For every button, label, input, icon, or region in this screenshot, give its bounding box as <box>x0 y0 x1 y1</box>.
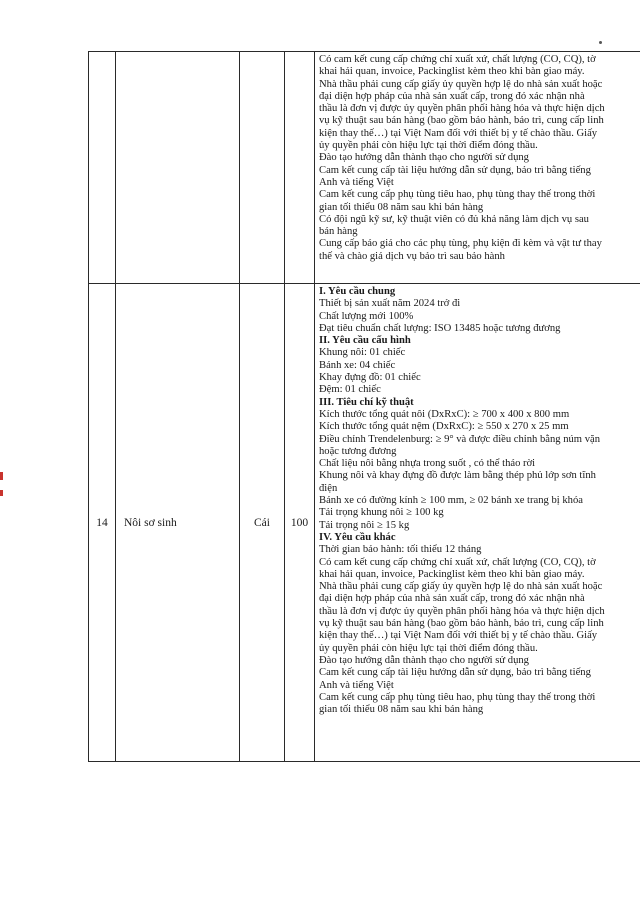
description-line: Đào tạo hướng dẫn thành thạo cho người sử dụng <box>319 152 529 164</box>
description-line: kiện thay thế…) tại Việt Nam đối với thiết bị y tế chào thầu. Giấy <box>319 630 598 642</box>
spec-table <box>88 51 640 762</box>
description-line: vụ kỹ thuật sau bán hàng (bao gồm bảo hành, bảo trì, cung cấp linh <box>319 115 604 127</box>
description-line: ủy quyền phải còn hiệu lực tại thời điểm đóng thầu. <box>319 140 538 152</box>
description-line: gian tối thiểu 08 năm sau khi bán hàng <box>319 704 484 716</box>
description-line: Kích thước tổng quát nệm (DxRxC): ≥ 550 x 270 x 25 mm <box>319 421 569 433</box>
cell-name: Nôi sơ sinh <box>116 284 240 762</box>
description-line: Tải trọng nôi ≥ 15 kg <box>319 519 410 531</box>
description-line: thế và chào giá dịch vụ bảo trì sau bảo hành <box>319 250 505 262</box>
cell-qty <box>285 52 315 284</box>
table-row <box>89 52 640 284</box>
description-line: Anh và tiếng Việt <box>319 176 394 188</box>
description-line: Điều chỉnh Trendelenburg: ≥ 9° và được điều chỉnh bằng núm vặn <box>319 433 600 445</box>
description-line: Đào tạo hướng dẫn thành thạo cho người sử dụng <box>319 654 529 666</box>
description-line: đại diện hợp pháp của nhà sản xuất cấp, trong đó xác nhận nhà <box>319 593 585 605</box>
description-lines <box>315 52 640 265</box>
cell-qty: 100 <box>285 284 315 762</box>
section-heading: III. Tiêu chí kỹ thuật <box>319 396 414 408</box>
cell-unit <box>240 52 285 284</box>
description-line: Thiết bị sản xuất năm 2024 trở đi <box>319 298 461 310</box>
table-row <box>89 284 640 762</box>
description-line: ủy quyền phải còn hiệu lực tại thời điểm đóng thầu. <box>319 642 538 654</box>
description-line: Khung nôi và khay đựng đồ được làm bằng thép phủ lớp sơn tĩnh <box>319 470 596 482</box>
description-lines <box>315 284 640 718</box>
description-line: Thời gian bảo hành: tối thiểu 12 tháng <box>319 544 482 556</box>
description-line: Có đội ngũ kỹ sư, kỹ thuật viên có đủ khả năng làm dịch vụ sau <box>319 213 589 225</box>
description-line: Nhà thầu phải cung cấp giấy ủy quyền hợp lệ do nhà sản xuất hoặc <box>319 581 603 593</box>
cell-unit: Cái <box>240 284 285 762</box>
description-line: Bánh xe có đường kính ≥ 100 mm, ≥ 02 bánh xe trang bị khóa <box>319 495 583 507</box>
description-line: Cam kết cung cấp phụ tùng tiêu hao, phụ tùng thay thế trong thời <box>319 189 596 201</box>
description-line: Khay đựng đồ: 01 chiếc <box>319 372 421 384</box>
description-line: hoặc tương đương <box>319 445 397 457</box>
cell-stt <box>89 52 116 284</box>
description-line: Nhà thầu phải cung cấp giấy ủy quyền hợp lệ do nhà sản xuất hoặc <box>319 78 603 90</box>
description-line: Có cam kết cung cấp chứng chỉ xuất xứ, chất lượng (CO, CQ), tờ <box>319 556 596 568</box>
description-line: khai hải quan, invoice, Packinglist kèm theo khi bàn giao máy. <box>319 66 585 78</box>
description-line: Cam kết cung cấp tài liệu hướng dẫn sử dụng, bảo trì bằng tiếng <box>319 667 591 679</box>
description-line: gian tối thiểu 08 năm sau khi bán hàng <box>319 201 484 213</box>
description-line: Cung cấp báo giá cho các phụ tùng, phụ kiện đi kèm và vật tư thay <box>319 238 602 250</box>
scan-dot <box>599 41 602 44</box>
cell-name <box>116 52 240 284</box>
description-line: Anh và tiếng Việt <box>319 679 394 691</box>
description-line: Đệm: 01 chiếc <box>319 384 381 396</box>
section-heading: II. Yêu cầu cấu hình <box>319 335 411 347</box>
description-line: thầu là đơn vị được ủy quyền phân phối hàng hóa và thực hiện dịch <box>319 103 605 115</box>
edge-mark <box>0 472 3 480</box>
cell-description <box>315 52 640 284</box>
description-line: Cam kết cung cấp tài liệu hướng dẫn sử dụng, bảo trì bằng tiếng <box>319 164 591 176</box>
description-line: Đạt tiêu chuẩn chất lượng: ISO 13485 hoặc tương đương <box>319 322 561 334</box>
description-line: Tải trọng khung nôi ≥ 100 kg <box>319 507 444 519</box>
description-line: Kích thước tổng quát nôi (DxRxC): ≥ 700 x 400 x 800 mm <box>319 408 570 420</box>
description-line: Khung nôi: 01 chiếc <box>319 347 406 359</box>
description-line: Chất liệu nôi bằng nhựa trong suốt , có thể tháo rời <box>319 458 536 470</box>
description-line: vụ kỹ thuật sau bán hàng (bao gồm bảo hành, bảo trì, cung cấp linh <box>319 618 604 630</box>
description-line: Cam kết cung cấp phụ tùng tiêu hao, phụ tùng thay thế trong thời <box>319 691 596 703</box>
description-line: Có cam kết cung cấp chứng chỉ xuất xứ, chất lượng (CO, CQ), tờ <box>319 54 596 65</box>
edge-mark <box>0 490 3 496</box>
description-line: thầu là đơn vị được ủy quyền phân phối hàng hóa và thực hiện dịch <box>319 605 605 617</box>
description-line: điện <box>319 482 338 494</box>
description-line: Chất lượng mới 100% <box>319 310 414 322</box>
section-heading: I. Yêu cầu chung <box>319 286 396 297</box>
description-line: bán hàng <box>319 226 358 238</box>
description-line: Bánh xe: 04 chiếc <box>319 359 396 371</box>
description-line: kiện thay thế…) tại Việt Nam đối với thiết bị y tế chào thầu. Giấy <box>319 127 598 139</box>
cell-stt: 14 <box>89 284 116 762</box>
section-heading: IV. Yêu cầu khác <box>319 531 396 543</box>
description-line: khai hải quan, invoice, Packinglist kèm theo khi bàn giao máy. <box>319 568 585 580</box>
cell-description <box>315 284 640 762</box>
description-line: đại diện hợp pháp của nhà sản xuất cấp, trong đó xác nhận nhà <box>319 90 585 102</box>
